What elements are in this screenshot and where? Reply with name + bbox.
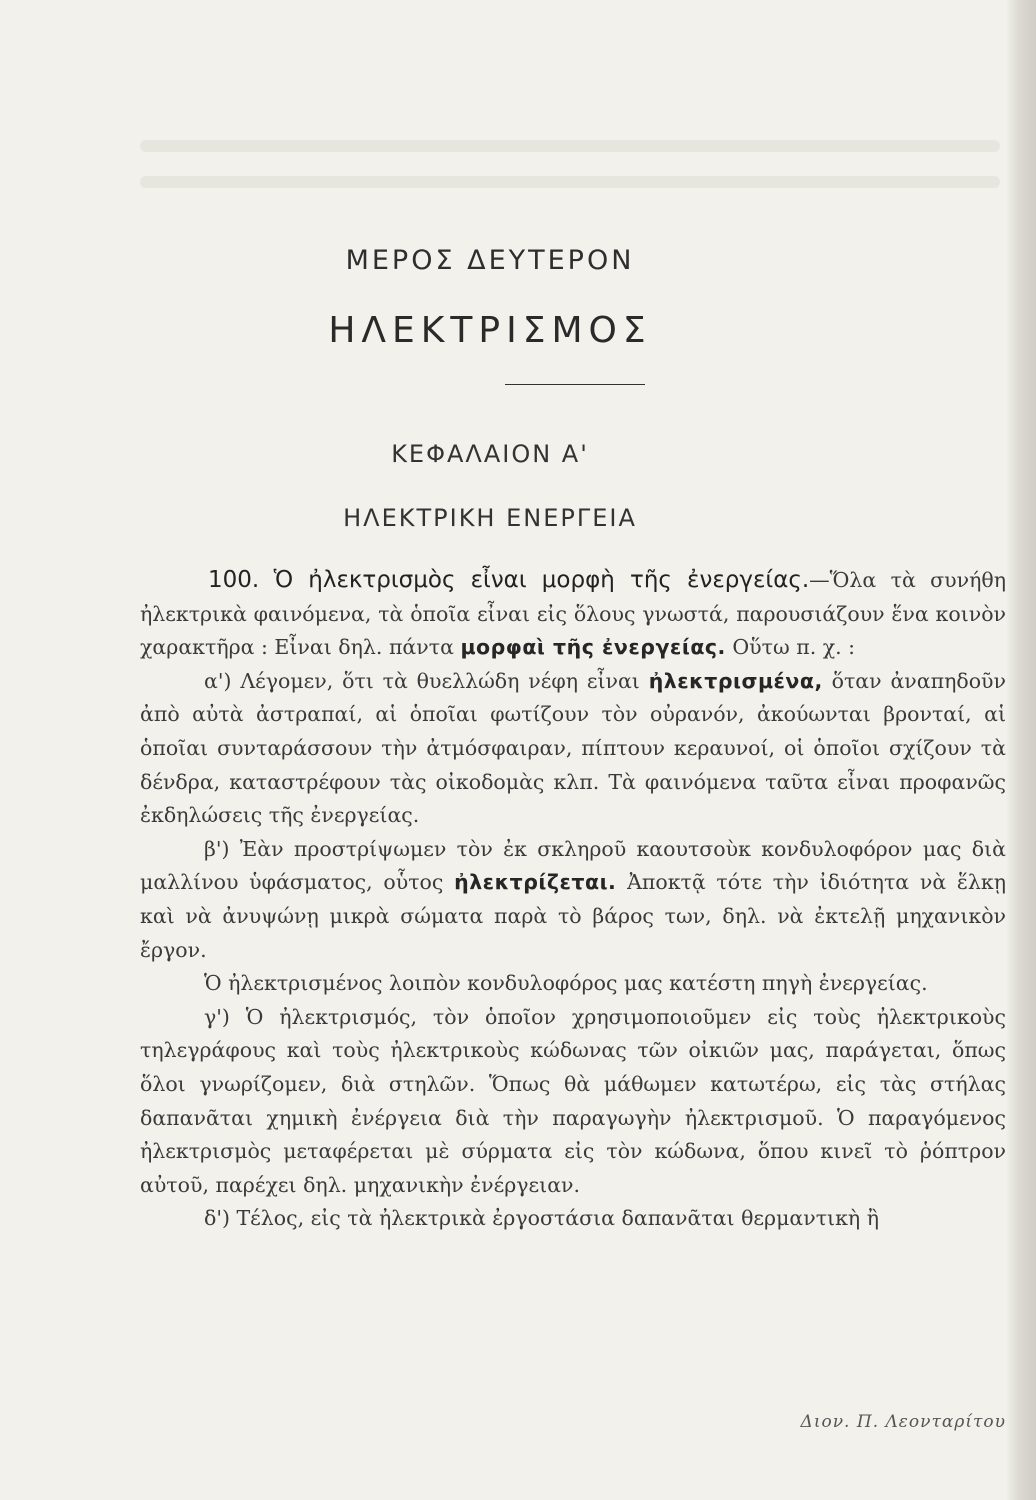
body-text bbox=[140, 564, 1006, 1236]
page-spine-shadow bbox=[1006, 0, 1036, 1500]
part-label: ΜΕΡΟΣ ΔΕΥΤΕΡΟΝ bbox=[345, 245, 635, 276]
title-divider bbox=[505, 384, 645, 385]
paragraph-text: α') Λέγομεν, ὅτι τὰ θυελλώδη νέφη εἶναι bbox=[204, 668, 640, 693]
key-term: ἠλεκτρισμένα, bbox=[648, 668, 823, 693]
section-paragraph bbox=[140, 564, 1006, 665]
paragraph-b2: Ὁ ἠλεκτρισμένος λοιπὸν κονδυλοφόρος μας κατέστη πηγὴ ἐνεργείας. bbox=[204, 971, 928, 996]
paragraph-text: β') Ἐὰν προστρίψωμεν τὸν ἐκ σκληροῦ καουτσοὺκ κονδυλοφόρον μας διὰ μαλλίνου ὑφάσματος, οὗτος bbox=[140, 836, 1006, 895]
ghost-line bbox=[140, 140, 1000, 152]
key-term: ἠλεκτρίζεται. bbox=[454, 870, 617, 895]
key-term: μορφαὶ τῆς ἐνεργείας. bbox=[460, 635, 726, 660]
paragraph-a bbox=[140, 665, 1006, 833]
facing-page-bleed-through bbox=[100, 0, 1036, 130]
paragraph-text: ὅταν ἀναπηδοῦν ἀπὸ αὐτὰ ἀστραπαί, αἱ ὁποῖαι φωτίζουν τὸν οὐρανόν, ἀκούωνται βρονταί, αἱ ὁποῖαι συνταράσσουν τὴν ἀτμόσφαιραν, πίπτουν κεραυνοί, οἱ ὁποῖοι σχίζουν τὰ δένδρα, καταστρέφουν τὰς οἰκοδομὰς κλπ. Τὰ φαινόμενα ταῦτα εἶναι προφανῶς ἐκδηλώσεις τῆς ἐνεργείας. bbox=[140, 668, 1006, 828]
main-title: ΗΛΕΚΤΡΙΣΜΟΣ bbox=[328, 310, 652, 351]
section-number: 100. bbox=[208, 567, 260, 593]
ghost-line bbox=[140, 176, 1000, 188]
paragraph-text: —Ὅλα τὰ συνήθη ἠλεκτρικὰ φαινόμενα, τὰ ὁποῖα εἶναι εἰς ὅλους γνωστά, παρουσιάζουν ἕνα κοινὸν χαρακτῆρα : Εἶναι δηλ. πάντα bbox=[140, 568, 1006, 660]
chapter-title: ΗΛΕΚΤΡΙΚΗ ΕΝΕΡΓΕΙΑ bbox=[343, 504, 637, 532]
footer-signature: Διον. Π. Λεονταρίτου bbox=[800, 1412, 1006, 1432]
paragraph-b bbox=[140, 833, 1006, 967]
paragraph-d: δ') Τέλος, εἰς τὰ ἠλεκτρικὰ ἐργοστάσια δαπανᾶται θερμαντικὴ ἢ bbox=[204, 1206, 879, 1231]
section-heading: Ὁ ἠλεκτρισμὸς εἶναι μορφὴ τῆς ἐνεργείας. bbox=[273, 567, 810, 593]
paragraph-c: γ') Ὁ ἠλεκτρισμός, τὸν ὁποῖον χρησιμοποιοῦμεν εἰς τοὺς ἠλεκτρικοὺς τηλεγράφους καὶ τοὺς ἠλεκτρικοὺς κώδωνας τῶν οἰκιῶν μας, παράγεται, ὅπως ὅλοι γνωρίζομεν, διὰ στηλῶν. Ὅπως θὰ μάθωμεν κατωτέρω, εἰς τὰς στήλας δαπανᾶται χημικὴ ἐνέργεια διὰ τὴν παραγωγὴν ἠλεκτρισμοῦ. Ὁ παραγόμενος ἠλεκτρισμὸς μεταφέρεται μὲ σύρματα εἰς τὸν κώδωνα, ὅπου κινεῖ τὸ ῥόπτρον αὐτοῦ, παρέχει δηλ. μηχανικὴν ἐνέργειαν. bbox=[140, 1004, 1006, 1197]
chapter-label: ΚΕΦΑΛΑΙΟΝ Α' bbox=[391, 440, 589, 468]
paragraph-text: Οὕτω π. χ. : bbox=[732, 635, 856, 660]
paragraph-text: Ἀποκτᾷ τότε τὴν ἰδιότητα νὰ ἕλκῃ καὶ νὰ ἀνυψώνῃ μικρὰ σώματα παρὰ τὸ βάρος των, δηλ. νὰ ἐκτελῇ μηχανικὸν ἔργον. bbox=[140, 870, 1006, 962]
